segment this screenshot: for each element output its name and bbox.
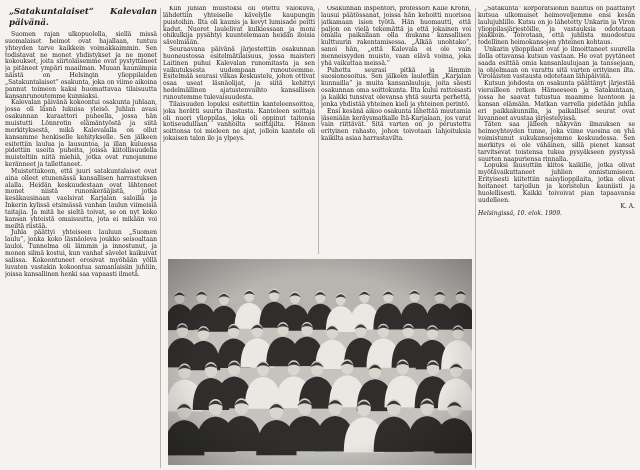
group-photograph-image [168,259,472,465]
article-signoff: K. A. [620,203,635,211]
group-photograph [168,259,472,465]
article-paragraph: Seuraavana päivänä järjestettiin osakunnan huoneustossa esitelmätilaisuus, jossa maisteri Laitinen puhui Kalevalan runomitasta ja sen vaikutuksesta uudempaan runouteemme. Esitelmää seurasi vilkas keskustelu, johon ottivat osaa useat läsnäolijat, ja siitä kehittyi hedelmällinen ajatustenvaihto kansallisen runoutemme tulevaisuudesta. [163,46,315,101]
article-paragraph: Ensi kesänä aikoo osakunta lähettää muutamia jäseniään keräysmatkalle Itä-Karjalaan, jos varat vain riittävät. Sitä varten on jo perustettu erityinen rahasto, johon toivotaan lahjoituksia kaikilta asiaa harrastavilta. [321,107,471,143]
article-paragraph: Muistettakoon, että juuri satakuntalaiset ovat aina olleet etunenässä kansallisen harrastuksen alalla. Heidän keskuudestaan ovat lähteneet monet niistä runonkerääjistä, jotka kesäkausinaan vaelsivat Karjalan saloilla ja Inkerin kylissä etsimässä vanhan laulun viimeisiä taitajia. Ja mitä he sieltä toivat, se on nyt koko kansan yhteistä omaisuutta, jota ei mikään voi meiltä riistää. [5,167,157,230]
article-paragraph: „Satakunta“ korporatsionin hallitus on päättänyt kutsua ulkomaiset heimoveljemme ensi kesän laulujuhlille. Kutsu on jo lähetetty Unkarin ja Viron ylioppilasjärjestöille, ja vastauksia odotetaan piakkoin. Toivotaan, että juhlista muodostuu todellinen heimokansojen yhteinen kohtaus. [478,6,635,47]
article-column-2 [163,6,315,256]
column-divider [318,8,319,254]
article-column-3 [321,6,471,256]
article-paragraph: Kutsun johdosta on osakunta päättänyt järjestää vierailleen retken Hämeeseen ja Satakuntaan, jossa he saavat tutustua maamme luontoon ja kansan elämään. Matkan varrella pidetään juhlia eri paikkakunnilla, ja paikalliset seurat ovat luvanneet avustaa järjestelyissä. [478,80,635,122]
column-divider [475,8,476,468]
article-paragraph: Juhla päättyi yhteiseen lauluun „Suomen laulu“, jonka koko läsnäoleva joukko seisoaltaan lauloi. Tunnelma oli lämmin ja innostunut, ja monen silmä kostui, kun vanhat sävelet kaikuivat salissa. Kokoontuneet erosivat myöhään yöllä luvaten vastakin kokoontua samanlaisiin juhliin, joissa kansallinen henki saa vapaasti ilmetä. [5,229,157,278]
article-paragraph: Lopuksi lausuttiin kiitos kaikille, jotka olivat myötävaikuttaneet juhlien onnistumiseen. Erityisesti kiitettiin naisylioppilaita, jotka olivat hoitaneet tarjoilun ja koristelun kauniisti ja huolellisesti. Kaikki toivoivat pian tapaavansa uudelleen. [478,162,635,204]
article-paragraph: Kun juhlan muistoksi oli otettu valokuva, lähdettiin yhteiselle kävelylle kaupungin puistoihin. Ilta oli kaunis ja kevyt lumisade peitti kadut. Nuoret laulelivat kulkiessaan ja moni ohikulkija pysähtyi kuuntelemaan heidän iloisia sävelmiään. [163,6,315,47]
article-column-4 [478,6,635,468]
article-paragraph: Suomen rajan ulkopuolella, siellä missä suomalaiset heimot ovat hajallaan, tuntuu yhteyden tarve kaikkein voimakkaimmin. Sen todistavat ne monet yhdistykset ja ne monet kokoukset, joita siirtolaisemme ovat pystyttäneet ja pitäneet ympäri maailman. Muuan kauniimpia näistä on Helsingin ylioppilaiden „Satakuntalaiset“ osakunta, joka on viime aikoina pannut toimeen kaksi huomattavaa tilaisuutta kansanrunoutemme kunniaksi. [5,31,157,100]
article-paragraph: Kalevalan päivänä kokoontui osakunta juhlaan, jossa oli läsnä lukuisa yleisö. Juhlan avasi osakunnan kuraattori puheella, jossa hän muistutti Lönnrotin elämäntyöstä ja siitä merkityksestä, mikä Kalevalalla on ollut kansamme henkiselle kehitykselle. Sen jälkeen esitettiin laulua ja lausuntoa, ja illan kuluessa pidettiin useita puheita, joissa kiitollisuudella muisteltiin niitä miehiä, jotka ovat runojamme keränneet ja tallettaneet. [5,99,157,169]
article-paragraph: Unkarin ylioppilaat ovat jo ilmoittaneet suurella ilolla ottavansa kutsun vastaan. He ovat pyytäneet saada esittää omia kansanlaulujaan ja tanssejaan, ja ohjelmaan on varattu sitä varten erityinen ilta. Virolaisten vastausta odotetaan lähipäivinä. [478,46,635,81]
article-paragraph: Puhetta seurasi pitkä ja lämmin suosionosoitus. Sen jälkeen laulettiin „Karjalan kunnailla“ ja muita kansanlauluja, joita säesti osakunnan oma soittokunta. Ilta kului rattoisasti ja kaikki tunsivat olevansa yhtä suurta perhettä, jonka yhdistää yhteinen kieli ja yhteinen perintö. [321,66,471,108]
article-column-1 [5,6,157,468]
article-paragraph: Tilaisuuden lopuksi esitettiin kanteleensoittoa, joka herätti suurta ihastusta. Kanteleen soittaja oli nuori ylioppilas, joka oli oppinut taitonsa kotiseudullaan vanhoilta soittajilta. Hänen soittonsa toi mieleen ne ajat, jolloin kantele oli jokaisen talon ilo ja ylpeys. [163,100,315,143]
article-paragraph: Osakunnan inspehtori, professori Kalle Krohn, lausui päätössanat, joissa hän kehoitti nuorisoa jatkamaan isien työtä. Hän huomautti, että paljon on vielä tekemättä ja että jokainen voi omalla paikallaan olla mukana kansallisen kulttuurin rakentamisessa. „Älkää unohtako“, sanoi hän, „että Kalevala ei ole vain menneisyyden muisto, vaan elävä voima, joka yhä vaikuttaa meissä.“ [321,6,471,67]
article-dateline: Helsingissä, 10. elok. 1909. [478,210,562,218]
article-headline: „Satakuntalaiset“ Kalevalan päivänä. [9,7,157,28]
article-paragraph: Täten saa jälleen näkyvän ilmauksen se heimoyhteyden tunne, joka viime vuosina on yhä voimistunut sukukansojemme keskuudessa. Sen merkitys ei ole vähäinen, sillä pienet kansat tarvitsevat toistensa tukea pysyäkseen pystyssä suurten naapuriensa rinnalla. [478,121,635,163]
column-divider [160,8,161,468]
